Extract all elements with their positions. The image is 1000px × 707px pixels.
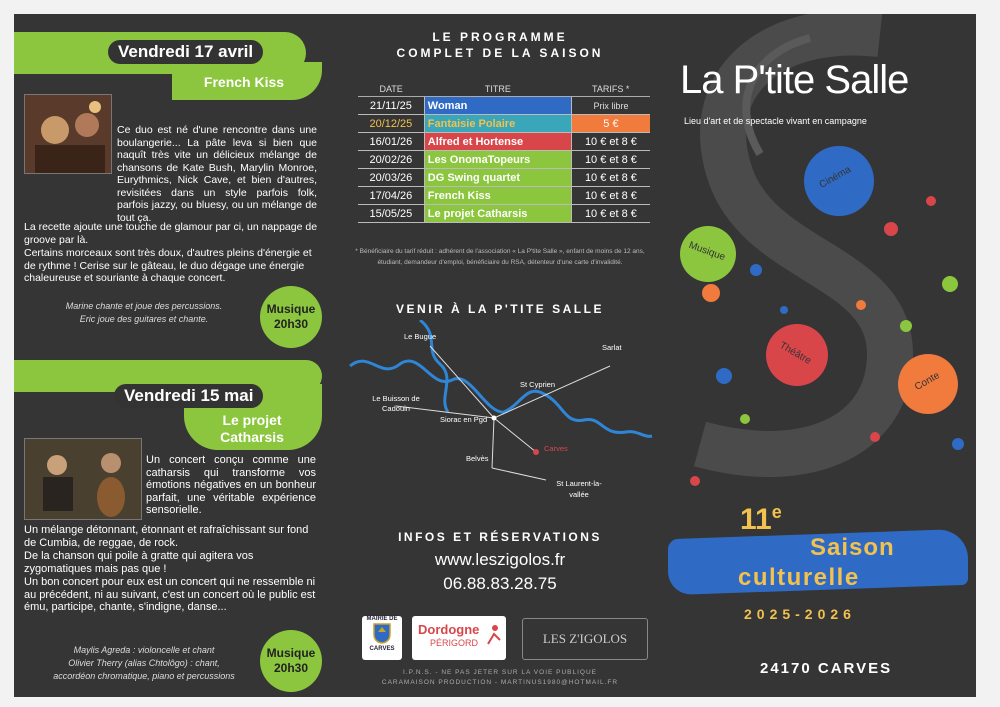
coat-of-arms-icon [372,622,392,644]
road-sarlat [494,366,610,418]
dot [702,284,720,302]
event2-credits [24,644,264,683]
dot [750,264,762,276]
logo-zigolos [522,618,648,660]
cover-tagline: Lieu d'art et de spectacle vivant en campagne [684,116,867,126]
event1-date: Vendredi 17 avril [108,40,263,64]
event2-title-line-1: Le projet [222,412,282,428]
programme-date: 20/12/25 [358,115,424,133]
events-panel [14,14,340,697]
event2-badge [260,630,322,692]
programme-heading-2: COMPLET DE LA SAISON [396,46,604,60]
logo-mairie-bottom: CARVES [369,646,395,652]
event2-credit-3: accordéon chromatique, piano et percussions [53,671,235,681]
logo-mairie-top: MAIRIE DE [366,616,398,622]
event1-badge-time: 20h30 [273,317,309,331]
road-laurent [492,468,546,480]
bubble-conte-label: Conte [913,370,942,393]
event2-badge-time: 20h30 [273,661,309,675]
programme-date: 20/02/26 [358,151,424,169]
event2-date: Vendredi 15 mai [114,384,263,408]
season-number-value: 11 [740,503,772,536]
dot [856,300,866,310]
col-date: DATE [358,82,424,97]
dot [716,368,732,384]
programme-header-row [358,82,650,97]
programme-title: Le projet Catharsis [424,205,571,223]
col-title: TITRE [424,82,571,97]
dot [870,432,880,442]
programme-date: 21/11/25 [358,97,424,115]
logo-dordogne-1: Dordogne [418,622,480,637]
dot [926,196,936,206]
map-heading: VENIR À LA P'TITE SALLE [396,302,604,316]
bubble-theatre-label: Théâtre [777,340,813,367]
place-siorac: Siorac en Pgd [440,415,488,424]
place-belves: Belvès [466,454,489,463]
programme-date: 20/03/26 [358,169,424,187]
event2-title [190,412,314,446]
event2-description: Un concert conçu comme une catharsis qui transforme vos émotions négatives en un bonheur parfait, une véritable expérience sensorielle. [146,454,316,516]
logo-dordogne [412,616,506,660]
event2-description-4: Un bon concert pour eux est un concert qui ne ressemble ni au précédent, ni au suivant, c'est un concert où le public est ému, participe, chante, s'indigne, danse... [24,576,316,613]
event1-description-2: La recette ajoute une touche de glamour par ci, un nappage de groove par là. [24,221,318,246]
infos-heading: INFOS ET RÉSERVATIONS [398,530,602,544]
place-bugue: Le Bugue [404,332,437,341]
event2-description-3: De la chanson qui poile à gratte qui agitera vos zygomatiques mais pas que ! [24,550,254,575]
place-sarlat: Sarlat [602,343,622,352]
programme-row [358,169,650,187]
place-cyprien: St Cyprien [520,380,556,389]
programme-title: Les OnomaTopeurs [424,151,571,169]
event2-credit-1: Maylis Agreda : violoncelle et chant [73,645,215,655]
dot [780,306,788,314]
place-buisson: Le Buisson de Cadouin [372,394,420,413]
event1-photo [24,94,112,174]
programme-price: 10 € et 8 € [571,205,650,223]
programme-title: French Kiss [424,187,571,205]
programme-title: Woman [424,97,571,115]
logo-dordogne-2: PÉRIGORD [430,638,479,648]
dot [952,438,964,450]
programme-price: 10 € et 8 € [571,169,650,187]
bubble-cinema-label: Cinéma [817,164,853,191]
place-carves: Carves [544,444,568,453]
phone: 06.88.83.28.75 [443,574,557,593]
col-price: TARIFS * [571,82,650,97]
brochure-sheet [14,14,976,697]
programme-table [358,82,650,223]
place-laurent: St Laurent-la-vallée [556,479,602,499]
footer-ipns: I.P.N.S. - NE PAS JETER SUR LA VOIE PUBLIQUE [402,669,598,676]
event2-credit-2: Olivier Therry (alias Chtolôgo) : chant, [68,658,220,668]
logo-zigolos-text: LES Z'IGOLOS [542,631,628,646]
cover-title: La P'tite Salle [680,58,909,102]
programme-row [358,151,650,169]
season-number-suffix: e [771,502,782,522]
programme-row [358,133,650,151]
programme-date: 16/01/26 [358,133,424,151]
programme-date: 15/05/25 [358,205,424,223]
programme-row [358,187,650,205]
programme-price: 10 € et 8 € [571,133,650,151]
website[interactable]: www.leszigolos.fr [434,550,566,569]
programme-panel [340,14,660,697]
programme-row [358,97,650,115]
runner-icon [484,624,502,646]
dot [690,476,700,486]
programme-title: DG Swing quartet [424,169,571,187]
event2-title-line-2: Catharsis [220,429,284,445]
season-line-2: culturelle [738,564,860,591]
road-belves [492,418,494,468]
price-note: * Bénéficiaire du tarif réduit : adhérent de l'association « La P'tite Salle », enfant de moins de 12 ans, étudiant, demandeur d'emploi, bénéficiaire du RSA, détenteur d'une carte d'invalidité. [355,248,645,266]
bubble-musique-label: Musique [687,239,727,264]
carves-dot [533,449,539,455]
event1-credit-1: Marine chante et joue des percussions. [65,301,223,311]
event2-photo [24,438,142,520]
programme-price: 5 € [571,115,650,133]
logo-mairie [362,616,402,660]
dot [942,276,958,292]
road-bugue [430,346,494,418]
event1-description-3: Certains morceaux sont très doux, d'autres pleins d'énergie et de rythme ! Cerise sur le gâteau, le duo dégage une énergie chaleureuse et souriante à chaque concert. [24,247,312,284]
programme-row [358,115,650,133]
dot [740,414,750,424]
programme-date: 17/04/26 [358,187,424,205]
programme-price: 10 € et 8 € [571,187,650,205]
road-carves [494,418,536,452]
event2-description-2: Un mélange détonnant, étonnant et rafraîchissant sur fond de Cumbia, de reggae, de rock. [24,524,309,549]
dot [884,222,898,236]
season-line-1: Saison [810,534,895,561]
siorac-dot [492,416,497,421]
footer-credits: CARAMAISON PRODUCTION - MARTINUS1980@HOTMAIL.FR [381,679,619,686]
event1-credit-2: Eric joue des guitares et chante. [79,314,209,324]
event1-badge [260,286,322,348]
cover-location: 24170 CARVES [760,660,893,677]
event1-description: Ce duo est né d'une rencontre dans une boulangerie... La pâte leva si bien que naquît très vite un délicieux mélange de chansons de Kate Bush, Marylin Monroe, Eurythmics, Nick Cave, et bien d'autres, revisitées dans un style parfois folk, parfois jazzy, ou bluesy, ou un mélange de tout ça. [117,124,317,224]
event1-badge-genre: Musique [266,302,316,316]
programme-heading-1: LE PROGRAMME [432,30,568,44]
event1-credits [24,300,264,326]
programme-price: 10 € et 8 € [571,151,650,169]
season-number [740,502,782,537]
programme-title: Alfred et Hortense [424,133,571,151]
programme-row [358,205,650,223]
season-years: 2025-2026 [744,606,856,622]
cover-panel [660,14,976,697]
programme-title: Fantaisie Polaire [424,115,571,133]
dot [900,320,912,332]
event1-title: French Kiss [203,74,285,90]
programme-price: Prix libre [571,97,650,115]
event2-badge-genre: Musique [266,646,316,660]
